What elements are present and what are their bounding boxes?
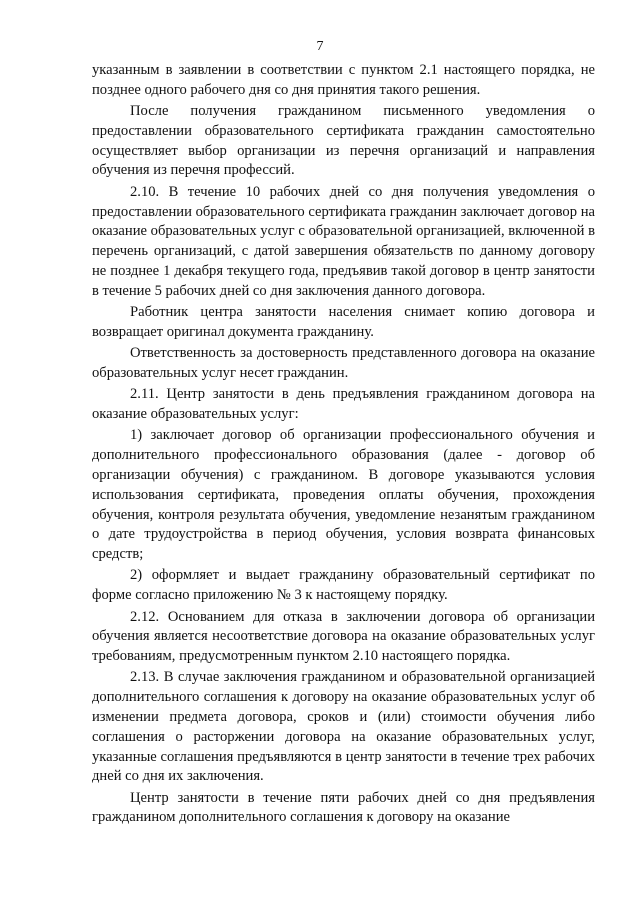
document-body bbox=[92, 61, 595, 828]
paragraph-center-review: Центр занятости в течение пяти рабочих дней со дня предъявления гражданином дополнительного соглашения к договору на оказание bbox=[92, 789, 595, 826]
paragraph-continuation: указанным в заявлении в соответствии с пунктом 2.1 настоящего порядка, не позднее одного рабочего дня со дня принятия такого решения. bbox=[92, 62, 595, 98]
paragraph-2-10: 2.10. В течение 10 рабочих дней со дня получения уведомления о предоставлении образовательного сертификата гражданин заключает договор на оказание образовательных услуг с образовательной организацией, включенной в перечень организаций, с датой завершения обязательств по данному договору не позднее 1 декабря текущего года, предъявив такой договор в центр занятости в течение 5 рабочих дней со дня заключения данного договора. bbox=[92, 183, 595, 299]
paragraph-2-11-item-2: 2) оформляет и выдает гражданину образовательный сертификат по форме согласно приложению № 3 к настоящему порядку. bbox=[92, 567, 595, 604]
paragraph-2-11-item-1: 1) заключает договор об организации профессионального обучения и дополнительного профессионального образования (далее - договор об организации обучения) с гражданином. В договоре указываются условия использования сертификата, проведения оплаты обучения, прохождения обучения, контроля результата обучения, уведомление незанятым гражданином о дате трудоустройства в период обучения, условия возврата финансовых средств; bbox=[92, 427, 595, 563]
paragraph-2-11: 2.11. Центр занятости в день предъявления гражданином договора на оказание образовательных услуг: bbox=[92, 386, 595, 423]
paragraph-2-13: 2.13. В случае заключения гражданином и образовательной организацией дополнительного соглашения к договору на оказание образовательных услуг об изменении предмета договора, сроков и (или) стоимости обучения либо соглашения о расторжении договора на оказание образовательных услуг, указанные соглашения предъявляются в центр занятости в течение трех рабочих дней со дня их заключения. bbox=[92, 669, 595, 785]
paragraph-notification: После получения гражданином письменного уведомления о предоставлении образовательного сертификата гражданин самостоятельно осуществляет выбор организации из перечня организаций и направления обучения из перечня профессий. bbox=[92, 103, 595, 179]
page-number: 7 bbox=[316, 39, 324, 54]
paragraph-copy-contract: Работник центра занятости населения снимает копию договора и возвращает оригинал документа гражданину. bbox=[92, 304, 595, 340]
paragraph-2-12: 2.12. Основанием для отказа в заключении договора об организации обучения является несоответствие договора на оказание образовательных услуг требованиям, предусмотренным пунктом 2.10 настоящего порядка. bbox=[92, 608, 595, 665]
paragraph-responsibility: Ответственность за достоверность представленного договора на оказание образовательных услуг несет гражданин. bbox=[92, 345, 595, 381]
